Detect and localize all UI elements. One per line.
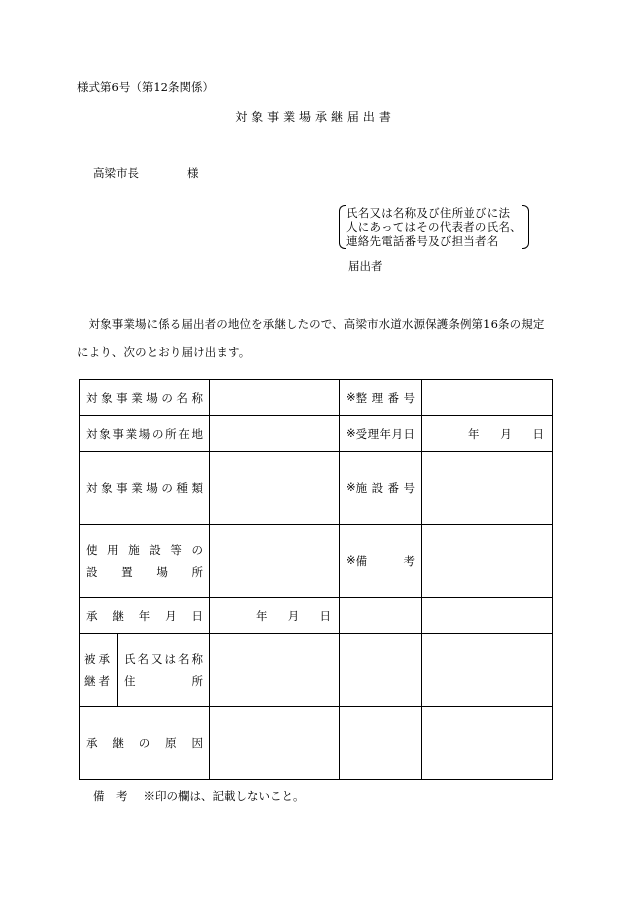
applicant-info-bracket xyxy=(339,205,529,249)
addressee xyxy=(93,165,199,181)
facility-no-input[interactable] xyxy=(422,452,553,525)
empty-cell xyxy=(340,634,422,707)
applicant-label: 届出者 xyxy=(348,259,383,273)
received-date-ymd: 年 月 日 xyxy=(468,426,544,441)
ref-no-input[interactable] xyxy=(422,380,553,416)
table-row xyxy=(80,598,553,634)
addressee-name: 高梁市長 xyxy=(93,166,139,180)
facility-name-input[interactable] xyxy=(210,380,340,416)
table-row xyxy=(80,380,553,416)
table-row xyxy=(80,707,553,780)
facility-name-label: 対 象 事 業 場 の 名 称 xyxy=(86,390,203,405)
form-table xyxy=(79,379,553,780)
label-pred-name-address: 氏 名 又 は 名 称 住 所 xyxy=(118,634,210,707)
bracket-right xyxy=(522,205,529,249)
label-reason: 承 継 の 原 因 xyxy=(80,707,210,780)
empty-cell xyxy=(422,707,553,780)
remarks-input[interactable] xyxy=(422,525,553,598)
empty-cell xyxy=(422,634,553,707)
label-ref-no: ※ 整 理 番 号 xyxy=(340,380,422,416)
label-facility-type: 対 象 事 業 場 の 種 類 xyxy=(80,452,210,525)
facility-type-input[interactable] xyxy=(210,452,340,525)
label-facility-name xyxy=(80,380,210,416)
footnote xyxy=(93,788,305,804)
empty-cell xyxy=(340,707,422,780)
reason-input[interactable] xyxy=(210,707,340,780)
applicant-line-1: 氏名又は名称及び住所並びに法 xyxy=(346,206,511,220)
empty-cell xyxy=(422,598,553,634)
note-text: ※印の欄は、記載しないこと。 xyxy=(143,789,305,803)
addressee-honorific: 様 xyxy=(187,166,199,180)
body-text: 対象事業場に係る届出者の地位を承継したので、高梁市水道水源保護条例第16条の規定により、次のとおり届け出ます。 xyxy=(77,317,545,359)
label-remarks: ※ 備 考 xyxy=(340,525,422,598)
label-facility-no: ※ 施 設 番 号 xyxy=(340,452,422,525)
pred-name-address-input[interactable] xyxy=(210,634,340,707)
applicant-line-2: 人にあってはその代表者の氏名、 xyxy=(346,220,522,234)
label-install-place: 使 用 施 設 等 の 設 置 場 所 xyxy=(80,525,210,598)
empty-cell xyxy=(340,598,422,634)
succession-date-input[interactable] xyxy=(210,598,340,634)
install-place-input[interactable] xyxy=(210,525,340,598)
received-date-input[interactable] xyxy=(422,416,553,452)
label-facility-location: 対 象 事 業 場 の 所 在 地 xyxy=(80,416,210,452)
label-succession-date: 承 継 年 月 日 xyxy=(80,598,210,634)
table-row xyxy=(80,416,553,452)
document-title: 対象事業場承継届出書 xyxy=(235,110,395,124)
label-received-date: ※ 受 理 年 月 日 xyxy=(340,416,422,452)
succession-date-ymd: 年 月 日 xyxy=(256,608,331,623)
form-number: 様式第6号（第12条関係） xyxy=(77,80,214,94)
facility-location-input[interactable] xyxy=(210,416,340,452)
note-label: 備 考 xyxy=(93,789,128,803)
applicant-info-lines xyxy=(346,206,522,248)
table-row xyxy=(80,452,553,525)
table-row xyxy=(80,525,553,598)
table-row xyxy=(80,634,553,707)
label-predecessor: 被 承 継 者 xyxy=(80,634,118,707)
bracket-left xyxy=(339,205,346,249)
applicant-line-3: 連絡先電話番号及び担当者名 xyxy=(346,234,499,248)
